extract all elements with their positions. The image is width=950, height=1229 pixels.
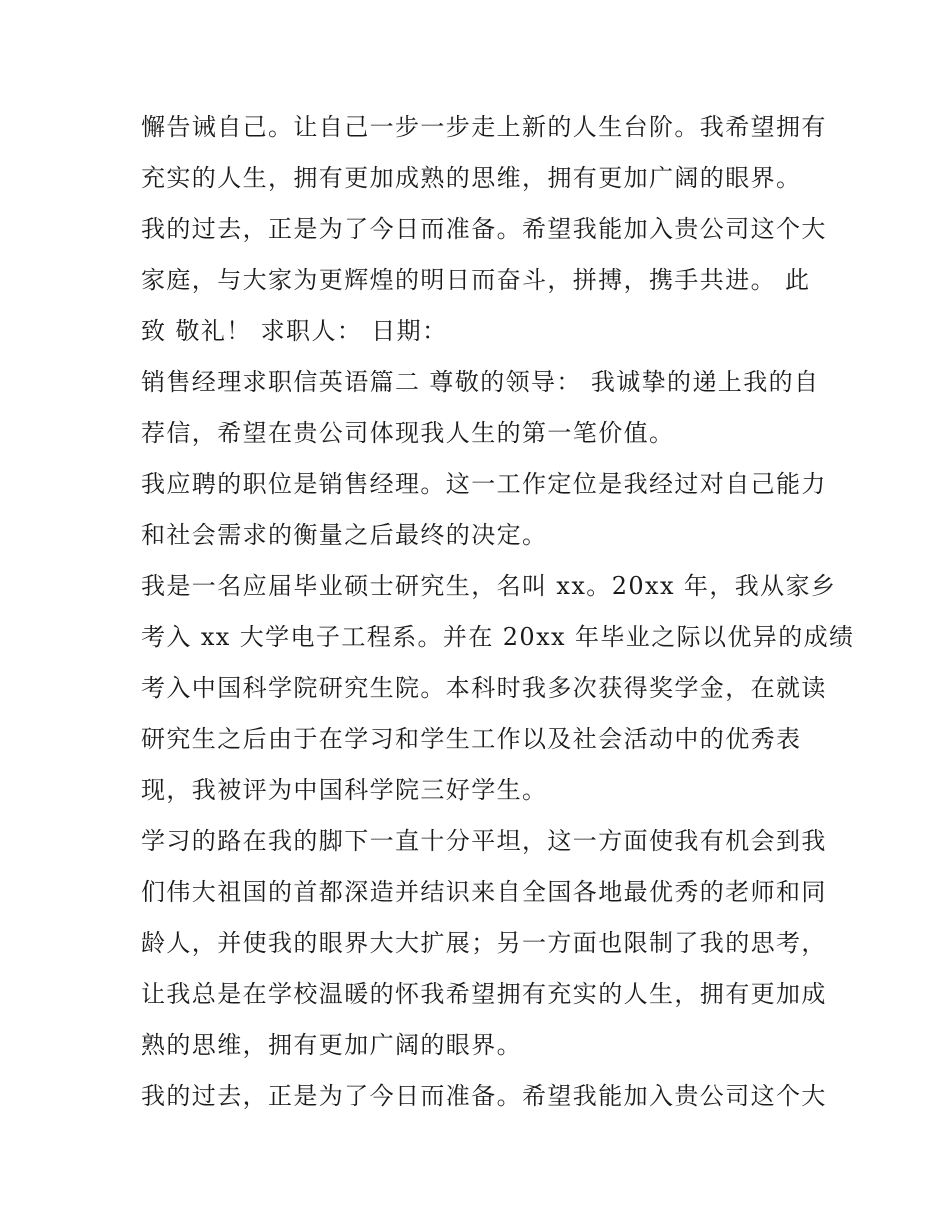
text-line: 研究生之后由于在学习和学生工作以及社会活动中的优秀表 bbox=[141, 725, 802, 753]
text-line: 家庭，与大家为更辉煌的明日而奋斗，拼搏，携手共进。 此 bbox=[141, 266, 811, 294]
text-line: 我的过去，正是为了今日而准备。希望我能加入贵公司这个大 bbox=[141, 1082, 827, 1110]
text-line: 我是一名应届毕业硕士研究生，名叫 xx。20xx 年，我从家乡 bbox=[141, 572, 837, 600]
text-line: 懈告诫自己。让自己一步一步走上新的人生台阶。我希望拥有 bbox=[141, 113, 827, 141]
text-line: 考入 xx 大学电子工程系。并在 20xx 年毕业之际以优异的成绩 bbox=[141, 623, 855, 651]
text-line: 充实的人生，拥有更加成熟的思维，拥有更加广阔的眼界。 bbox=[141, 164, 802, 192]
text-line: 让我总是在学校温暖的怀我希望拥有充实的人生，拥有更加成 bbox=[141, 980, 827, 1008]
text-line: 荐信，希望在贵公司体现我人生的第一笔价值。 bbox=[141, 419, 675, 447]
text-line: 们伟大祖国的首都深造并结识来自全国各地最优秀的老师和同 bbox=[141, 878, 827, 906]
text-line: 我的过去，正是为了今日而准备。希望我能加入贵公司这个大 bbox=[141, 215, 827, 243]
text-line: 现，我被评为中国科学院三好学生。 bbox=[141, 776, 548, 804]
text-line: 我应聘的职位是销售经理。这一工作定位是我经过对自己能力 bbox=[141, 470, 827, 498]
text-line: 学习的路在我的脚下一直十分平坦，这一方面使我有机会到我 bbox=[141, 827, 827, 855]
text-line: 龄人，并使我的眼界大大扩展；另一方面也限制了我的思考， bbox=[141, 929, 827, 957]
text-line: 和社会需求的衡量之后最终的决定。 bbox=[141, 521, 548, 549]
text-line: 考入中国科学院研究生院。本科时我多次获得奖学金，在就读 bbox=[141, 674, 827, 702]
document-body bbox=[141, 102, 855, 1122]
text-line: 熟的思维，拥有更加广阔的眼界。 bbox=[141, 1031, 522, 1059]
text-line: 销售经理求职信英语篇二 尊敬的领导： 我诚挚的递上我的自 bbox=[141, 368, 820, 396]
text-line: 致 敬礼！ 求职人： 日期： bbox=[141, 317, 448, 345]
